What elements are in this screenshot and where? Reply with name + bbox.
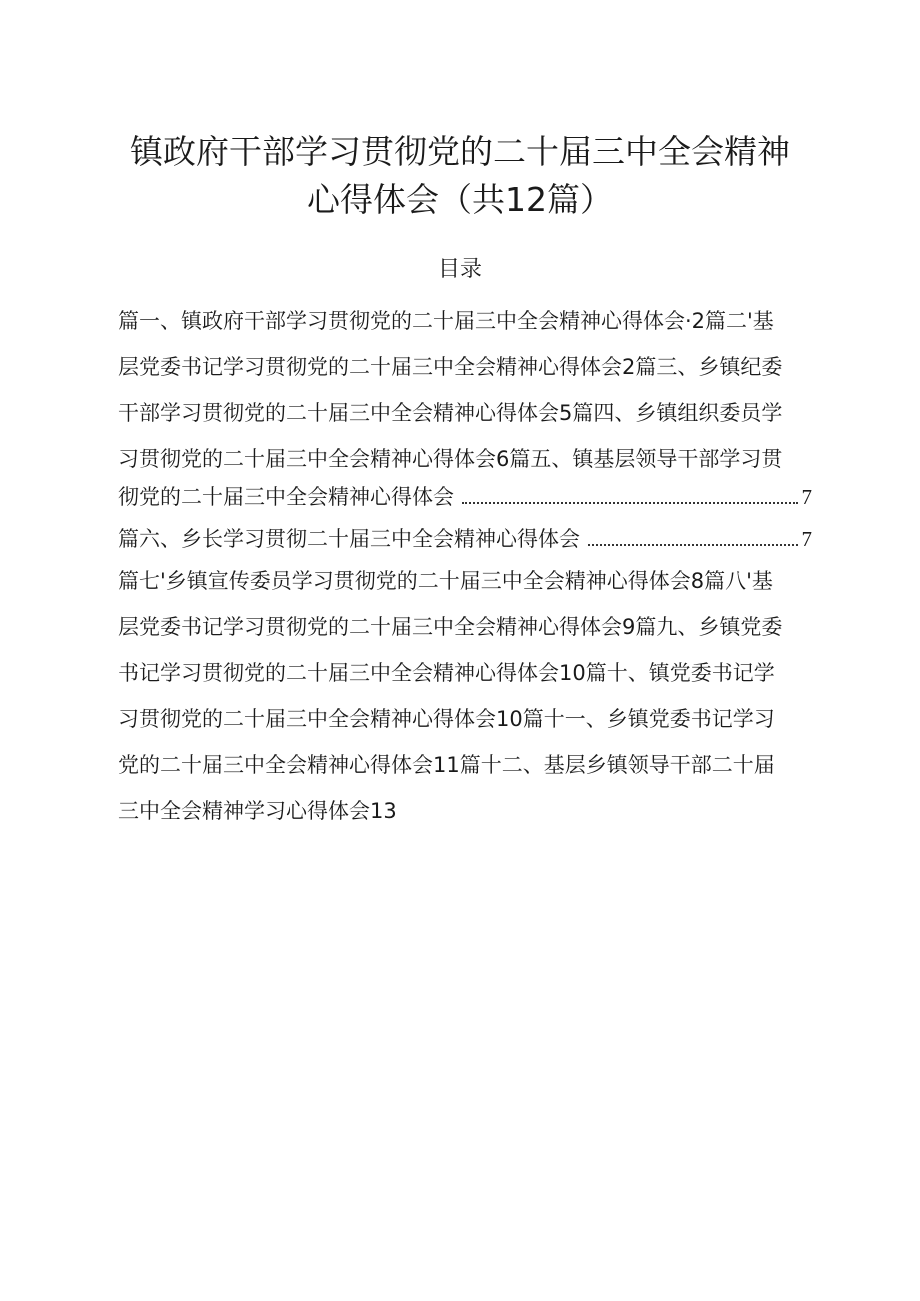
toc-entry-title: 彻党的二十届三中全会精神心得体会 (118, 485, 454, 509)
toc-entry-page: 7 (801, 527, 812, 551)
toc-line: 层党委书记学习贯彻党的二十届三中全会精神心得体会2篇三、乡镇纪委 (118, 355, 783, 379)
toc-line: 习贯彻党的二十届三中全会精神心得体会6篇五、镇基层领导干部学习贯 (118, 447, 783, 471)
toc-line: 篇七'乡镇宣传委员学习贯彻党的二十届三中全会精神心得体会8篇八'基 (118, 569, 773, 593)
toc-line: 三中全会精神学习心得体会13 (118, 799, 397, 823)
toc-leader-dots (588, 543, 798, 546)
toc-line: 党的二十届三中全会精神心得体会11篇十二、基层乡镇领导干部二十届 (118, 753, 775, 777)
toc-heading: 目录 (437, 257, 482, 282)
toc-entry-title: 篇六、乡长学习贯彻二十届三中全会精神心得体会 (118, 527, 580, 551)
toc-line: 习贯彻党的二十届三中全会精神心得体会10篇十一、乡镇党委书记学习 (118, 707, 775, 731)
document-title-line-2: 心得体会（共12篇） (307, 180, 613, 219)
toc-entry (118, 522, 812, 556)
document-title-line-1: 镇政府干部学习贯彻党的二十届三中全会精神 (130, 132, 790, 171)
toc-line: 篇一、镇政府干部学习贯彻党的二十届三中全会精神心得体会·2篇二'基 (118, 309, 774, 333)
toc-entry-page: 7 (801, 485, 812, 509)
toc-line: 层党委书记学习贯彻党的二十届三中全会精神心得体会9篇九、乡镇党委 (118, 615, 783, 639)
toc-leader-dots (462, 501, 798, 504)
toc-line: 干部学习贯彻党的二十届三中全会精神心得体会5篇四、乡镇组织委员学 (118, 401, 783, 425)
toc-entry (118, 480, 812, 514)
toc-line: 书记学习贯彻党的二十届三中全会精神心得体会10篇十、镇党委书记学 (118, 661, 775, 685)
